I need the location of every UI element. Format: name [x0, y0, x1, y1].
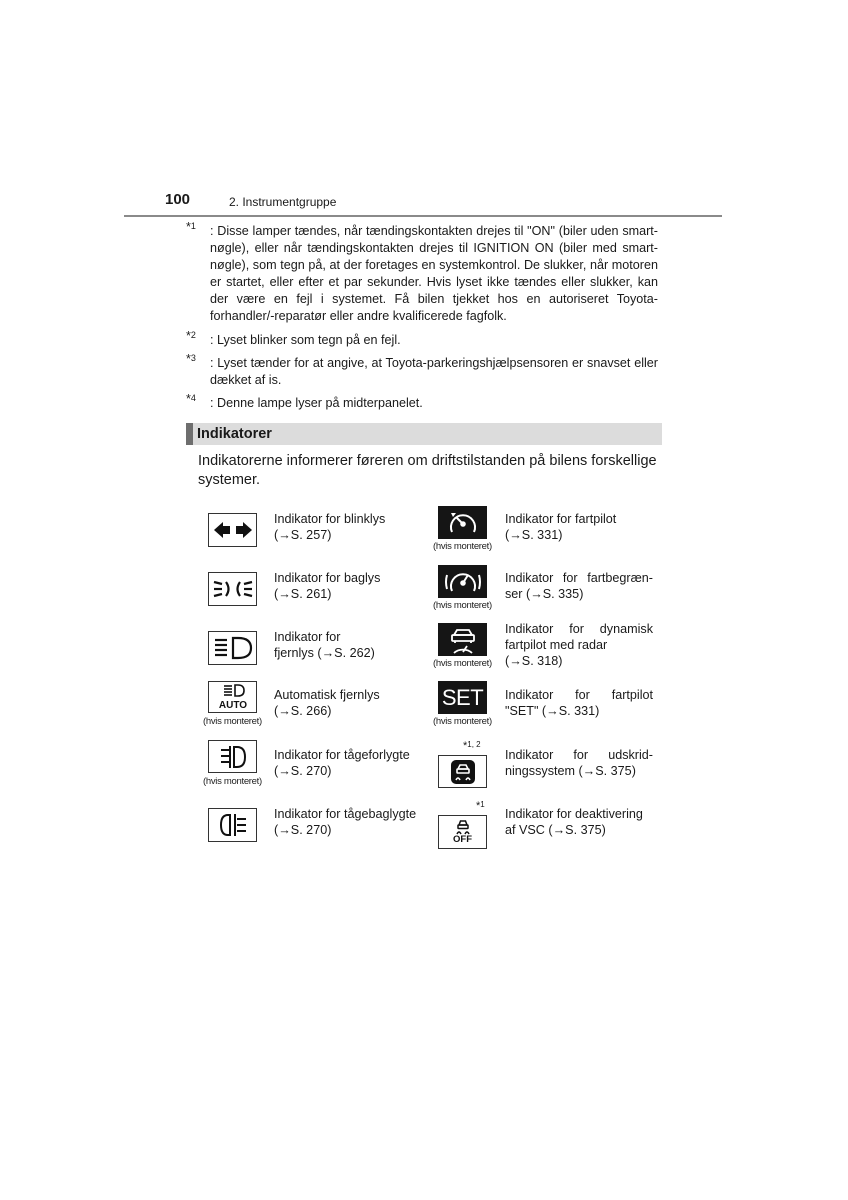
section-title: Indikatorer: [197, 426, 272, 442]
tail-light-icon: [208, 572, 257, 606]
indicator-label-taagebaglygte: Indikator for tågebaglygte (→S. 270): [274, 807, 417, 837]
section-accent: [186, 423, 193, 445]
indicator-label-taageforlygte: Indikator for tågeforlygte (→S. 270): [274, 748, 410, 778]
slip-indicator-icon: [438, 755, 487, 788]
front-fog-light-icon: [208, 740, 257, 773]
header-rule: [124, 215, 722, 217]
high-beam-icon: [208, 631, 257, 665]
radar-cruise-icon: [438, 623, 487, 656]
indicator-label-udskridning: Indikator for udskrid- ningssystem (→S. 375): [505, 748, 653, 778]
cruise-control-icon: [438, 506, 487, 539]
page-number: 100: [165, 191, 191, 208]
footnote-mark: *$^2$: [186, 329, 196, 343]
speed-limiter-icon: [438, 565, 487, 598]
fitted-note: (hvis monteret): [433, 716, 492, 727]
footnote-text: : Denne lampe lyser på midterpanelet.: [210, 396, 423, 410]
indicator-label-baglys: Indikator for baglys (→S. 261): [274, 571, 381, 601]
auto-text: AUTO: [218, 700, 247, 710]
fitted-note: (hvis monteret): [203, 776, 262, 787]
turn-signal-icon: [208, 513, 257, 547]
footnote-reference: *$^1$: [476, 800, 485, 812]
fitted-note: (hvis monteret): [433, 600, 492, 611]
footnote-mark: *$^3$: [186, 352, 196, 366]
footnote-4: [186, 392, 658, 412]
label-line: Indikator for dynamisk: [505, 622, 653, 636]
indicator-label-fjernlys: Indikator for fjernlys (→S. 262): [274, 630, 375, 660]
cruise-set-icon: [438, 681, 487, 714]
section-heading: [186, 423, 662, 445]
label-line: Indikator for fartbegræn-: [505, 571, 653, 585]
indicator-label-fartpilot: Indikator for fartpilot (→S. 331): [505, 512, 617, 542]
indicator-label-dynamisk: Indikator for dynamisk fartpilot med radar (→S. 318): [505, 622, 653, 668]
off-text: OFF: [453, 834, 472, 845]
rear-fog-light-icon: [208, 808, 257, 842]
indicator-label-set: Indikator for fartpilot "SET" (→S. 331): [505, 688, 653, 718]
footnote-text: : Disse lamper tændes, når tændingskontakten drejes til "ON" (biler uden smart-nøgle), eller når tændingskontakten drejes til IGNITION ON (biler med smart-nøgle), som tegn på, at der foretages en systemkontrol. De slukker, når motoren er startet, eller efter et par sekunder. Hvis lyset ikke tændes eller slukker, kan der være en fejl i systemet. Få bilen tjekket hos en autoriseret Toyota-forhandler/-reparatør eller andre kvalificerede fagfolk.: [210, 224, 658, 323]
fitted-note: (hvis monteret): [433, 658, 492, 669]
footnote-1: [186, 220, 658, 325]
footnote-3: [186, 352, 658, 389]
indicator-label-auto-fjernlys: Automatisk fjernlys (→S. 266): [274, 688, 380, 718]
section-intro: Indikatorerne informerer føreren om driftstilstanden på bilens forskellige systemer.: [198, 453, 657, 488]
footnote-mark: *$^4$: [186, 392, 196, 406]
fitted-note: (hvis monteret): [203, 716, 262, 727]
footnote-2: [186, 329, 658, 349]
chapter-title: 2. Instrumentgruppe: [229, 195, 337, 209]
auto-high-beam-icon: [208, 681, 257, 713]
indicator-label-vsc-off: Indikator for deaktivering af VSC (→S. 375): [505, 807, 643, 837]
footnote-reference: *$^{1, 2}$: [463, 740, 481, 752]
label-line: Indikator for udskrid-: [505, 748, 653, 762]
footnote-text: : Lyset blinker som tegn på en fejl.: [210, 333, 401, 347]
label-line: Indikator for fartpilot: [505, 688, 653, 702]
vsc-off-icon: [438, 815, 487, 849]
indicator-label-blinklys: Indikator for blinklys (→S. 257): [274, 512, 386, 542]
footnote-mark: *$^1$: [186, 220, 196, 234]
set-text: SET: [441, 684, 484, 710]
indicator-label-fartbegraenser: Indikator for fartbegræn- ser (→S. 335): [505, 571, 653, 601]
fitted-note: (hvis monteret): [433, 541, 492, 552]
footnote-text: : Lyset tænder for at angive, at Toyota-parkeringshjælpsensoren er snavset eller dækket af is.: [210, 356, 658, 387]
